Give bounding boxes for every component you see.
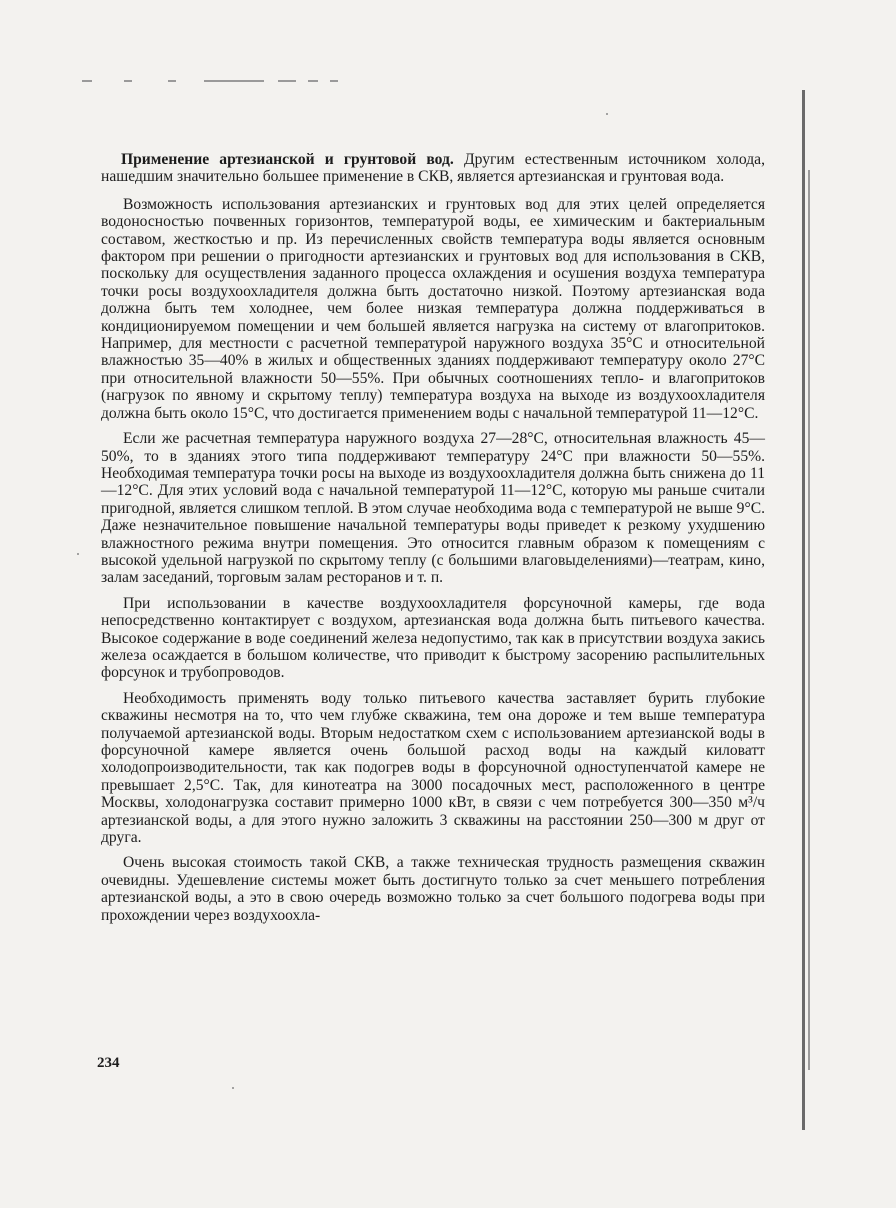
paragraph: Необходимость применять воду только питьевого качества заставляет бурить глубокие скважины несмотря на то, что чем глубже скважина, тем она дороже и тем выше температура получаемой артезианской воды. Вторым недостатком схем с использованием артезианской воды в форсуночной камере является очень большой расход воды на каждый киловатт холодопроизводительности, так как подогрев воды в форсуночной одноступенчатой камере не превышает 2,5°С. Так, для кинотеатра на 3000 посадочных мест, расположенного в центре Москвы, холодонагрузка составит примерно 1000 кВт, в связи с чем потребуется 300—350 м³/ч артезианской воды, а для этого нужно заложить 3 скважины на расстоянии 250—300 м друг от друга.: [101, 689, 765, 847]
paragraph-text: Другим естественным источником холода, нашедшим значительно большее применение в СКВ, является артезианская и грунтовая вода.: [101, 151, 765, 186]
scan-speck: [606, 113, 608, 115]
paragraph-intro: [101, 151, 765, 186]
paragraph: Очень высокая стоимость такой СКВ, а также техническая трудность размещения скважин очевидны. Удешевление системы может быть достигнуто только за счет меньшего потребления артезианской воды, а это в свою очередь возможно только за счет большого подогрева воды при прохождении через воздухоохла-: [101, 854, 765, 924]
scan-speck: [232, 1087, 234, 1089]
scan-artifact-marks: [82, 78, 342, 84]
page-number: 234: [97, 1055, 120, 1071]
binding-edge-artifact: [790, 90, 820, 1130]
paragraph: Возможность использования артезианских и грунтовых вод для этих целей определяется водоносностью почвенных горизонтов, температурой воды, ее химическим и бактериальным составом, жесткостью и пр. Из перечисленных свойств температура воды является основным фактором при решении о пригодности артезианских и грунтовых вод для использования в СКВ, поскольку для осуществления заданного процесса охлаждения и осушения воздуха температура точки росы воздухоохладителя должна быть достаточно низкой. Поэтому артезианская вода должна быть тем холоднее, чем более низкая температура должна поддерживаться в кондиционируемом помещении и чем большей является нагрузка на систему от влагопритоков. Например, для местности с расчетной температурой наружного воздуха 35°С и относительной влажностью 35—40% в жилых и общественных зданиях поддерживают температуру около 27°С при относительной влажности 50—55%. При обычных соотношениях тепло- и влагопритоков (нагрузок по явному и скрытому теплу) температура воздуха на выходе из воздухоохладителя должна быть около 15°С, что достигается применением воды с начальной температурой 11—12°С.: [101, 195, 765, 422]
paragraph: При использовании в качестве воздухоохладителя форсуночной камеры, где вода непосредственно контактирует с воздухом, артезианская вода должна быть питьевого качества. Высокое содержание в воде соединений железа недопустимо, так как в присутствии воздуха закись железа осаждается в большом количестве, что приводит к быстрому засорению распылительных форсунок и трубопроводов.: [101, 594, 765, 682]
section-heading: Применение артезианской и грунтовой вод.: [121, 151, 454, 168]
paragraph: Если же расчетная температура наружного воздуха 27—28°С, относительная влажность 45—50%, то в зданиях этого типа поддерживают температуру 24°С при влажности 50—55%. Необходимая температура точки росы на выходе из воздухоохладителя должна быть снижена до 11—12°С. Для этих условий вода с начальной температурой 11—12°С, которую мы раньше считали пригодной, является слишком теплой. В этом случае необходима вода с температурой не выше 9°С. Даже незначительное повышение начальной температуры воды приведет к резкому ухудшению влажностного режима внутри помещения. Это относится главным образом к помещениям с высокой удельной нагрузкой по скрытому теплу (с большими влаговыделениями)—театрам, кино, залам заседаний, торговым залам ресторанов и т. п.: [101, 430, 765, 587]
body-text: [101, 151, 765, 932]
scan-speck: [77, 553, 79, 555]
